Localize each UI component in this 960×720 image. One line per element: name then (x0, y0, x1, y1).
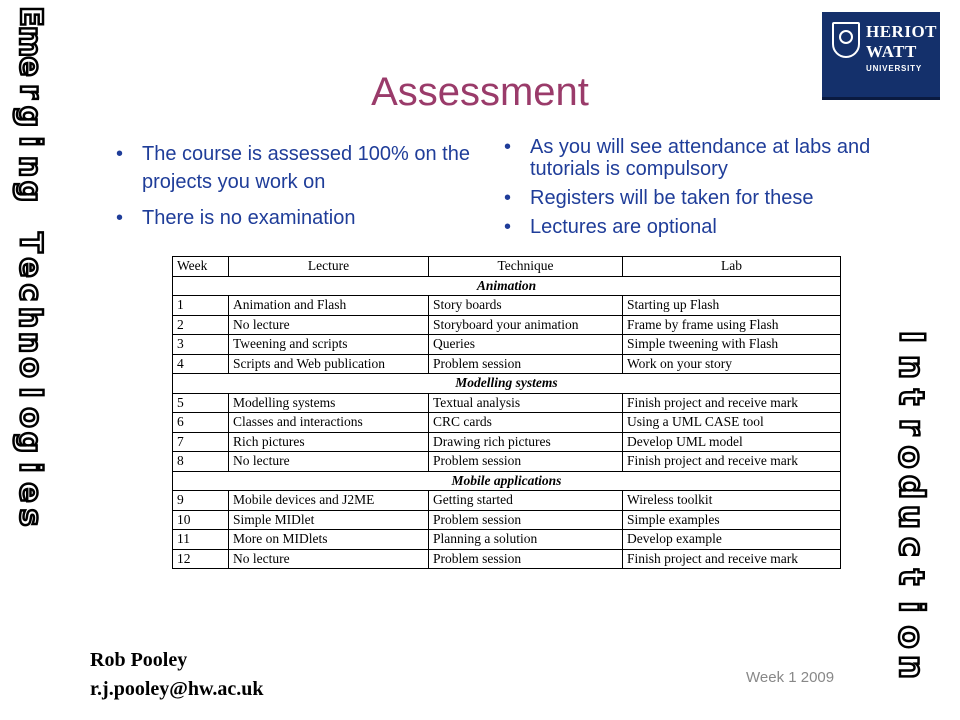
table-cell: Using a UML CASE tool (623, 413, 841, 433)
table-cell: Finish project and receive mark (623, 452, 841, 472)
bullet-item: • There is no examination (110, 204, 480, 232)
table-cell: 11 (173, 530, 229, 550)
table-cell: 1 (173, 296, 229, 316)
table-cell: Classes and interactions (229, 413, 429, 433)
vertical-letter: n (891, 654, 931, 680)
vertical-letter: i (12, 136, 48, 147)
table-row (173, 315, 841, 335)
table-cell: More on MIDlets (229, 530, 429, 550)
table-row (173, 393, 841, 413)
header-technique: Technique (429, 257, 623, 277)
section-title: Modelling systems (173, 374, 841, 394)
section-row (173, 374, 841, 394)
vertical-letter: o (12, 407, 48, 428)
vertical-letter: i (891, 601, 931, 613)
table-cell: Storyboard your animation (429, 315, 623, 335)
table-row (173, 432, 841, 452)
table-cell: 7 (173, 432, 229, 452)
vertical-letter: g (12, 105, 48, 128)
vertical-letter: E (12, 6, 48, 27)
vertical-letter: d (891, 474, 931, 500)
vertical-letter: r (891, 418, 931, 436)
table-cell: Problem session (429, 452, 623, 472)
table-cell: Wireless toolkit (623, 491, 841, 511)
table-row (173, 413, 841, 433)
table-cell: Starting up Flash (623, 296, 841, 316)
section-title: Animation (173, 276, 841, 296)
table-row (173, 549, 841, 569)
section-row (173, 276, 841, 296)
bullet-item: • The course is assessed 100% on the projects you work on (110, 140, 480, 196)
table-cell: Frame by frame using Flash (623, 315, 841, 335)
table-row (173, 296, 841, 316)
vertical-letter: T (12, 232, 48, 253)
table-cell: Queries (429, 335, 623, 355)
table-cell: Develop UML model (623, 432, 841, 452)
section-title: Mobile applications (173, 471, 841, 491)
vertical-letter: h (12, 306, 48, 329)
table-cell: Problem session (429, 354, 623, 374)
bullet-list-right (498, 136, 898, 245)
vertical-letter: u (891, 504, 931, 530)
table-row (173, 510, 841, 530)
table-cell: No lecture (229, 452, 429, 472)
table-cell: Scripts and Web publication (229, 354, 429, 374)
author-email: r.j.pooley@hw.ac.uk (90, 678, 264, 700)
vertical-letter: e (12, 56, 48, 77)
table-cell: CRC cards (429, 413, 623, 433)
table-cell: Story boards (429, 296, 623, 316)
author-block (90, 646, 263, 704)
logo-line-2: WATT (866, 42, 917, 61)
header-lab: Lab (623, 257, 841, 277)
vertical-letter: t (890, 388, 931, 406)
table-row (173, 491, 841, 511)
vertical-letter: e (12, 257, 48, 278)
table-cell: Animation and Flash (229, 296, 429, 316)
vertical-letter: I (891, 330, 931, 344)
table-cell: Problem session (429, 510, 623, 530)
author-name: Rob Pooley (90, 649, 188, 671)
table-cell: Drawing rich pictures (429, 432, 623, 452)
schedule-table (172, 256, 841, 569)
logo-line-3: UNIVERSITY (866, 64, 923, 73)
vertical-letter: i (12, 462, 48, 473)
slide-title: Assessment (371, 70, 589, 114)
table-cell: 12 (173, 549, 229, 569)
table-cell: Develop example (623, 530, 841, 550)
footer-date: Week 1 2009 (746, 669, 835, 686)
vertical-letter: c (12, 283, 48, 302)
vertical-letter: n (12, 155, 48, 178)
table-cell: Work on your story (623, 354, 841, 374)
vertical-letter: o (12, 357, 48, 378)
table-cell: 4 (173, 354, 229, 374)
table-cell: 9 (173, 491, 229, 511)
vertical-letter: e (12, 482, 48, 503)
bullet-item: • Registers will be taken for these (498, 187, 898, 209)
vertical-letter: n (12, 331, 48, 354)
vertical-title-right (878, 322, 948, 682)
table-cell: Textual analysis (429, 393, 623, 413)
table-cell: 10 (173, 510, 229, 530)
vertical-letter: g (12, 180, 48, 203)
vertical-letter: m (12, 25, 48, 58)
table-cell: Mobile devices and J2ME (229, 491, 429, 511)
vertical-letter: r (12, 84, 48, 99)
header-week: Week (173, 257, 229, 277)
vertical-letter: s (12, 508, 48, 527)
table-cell: Planning a solution (429, 530, 623, 550)
table-cell: 3 (173, 335, 229, 355)
header-lecture: Lecture (229, 257, 429, 277)
table-cell: Getting started (429, 491, 623, 511)
vertical-letter: l (12, 387, 48, 398)
vertical-letter: t (890, 568, 931, 586)
table-cell: Problem session (429, 549, 623, 569)
logo-line-1: HERIOT (866, 22, 938, 41)
table-cell: 6 (173, 413, 229, 433)
table-row (173, 354, 841, 374)
vertical-letter: c (891, 536, 931, 558)
vertical-letter: o (890, 445, 931, 469)
table-cell: Finish project and receive mark (623, 393, 841, 413)
table-cell: Simple MIDlet (229, 510, 429, 530)
bullet-item: • As you will see attendance at labs and tutorials is compulsory (498, 136, 898, 180)
table-cell: Modelling systems (229, 393, 429, 413)
table-body (173, 276, 841, 569)
table-cell: 5 (173, 393, 229, 413)
crest-icon (832, 22, 860, 58)
bullet-list-left (110, 140, 480, 240)
table-cell: Simple examples (623, 510, 841, 530)
table-row (173, 530, 841, 550)
table-cell: Tweening and scripts (229, 335, 429, 355)
table-cell: 2 (173, 315, 229, 335)
bullet-item: • Lectures are optional (498, 216, 898, 238)
vertical-letter: o (890, 625, 931, 649)
vertical-letter: g (12, 431, 48, 454)
table-row (173, 452, 841, 472)
table-cell: 8 (173, 452, 229, 472)
table-row (173, 335, 841, 355)
table-header-row (173, 257, 841, 277)
table-cell: No lecture (229, 315, 429, 335)
table-cell: Simple tweening with Flash (623, 335, 841, 355)
table-cell: No lecture (229, 549, 429, 569)
vertical-letter: n (891, 354, 931, 380)
table-cell: Rich pictures (229, 432, 429, 452)
table-cell: Finish project and receive mark (623, 549, 841, 569)
section-row (173, 471, 841, 491)
